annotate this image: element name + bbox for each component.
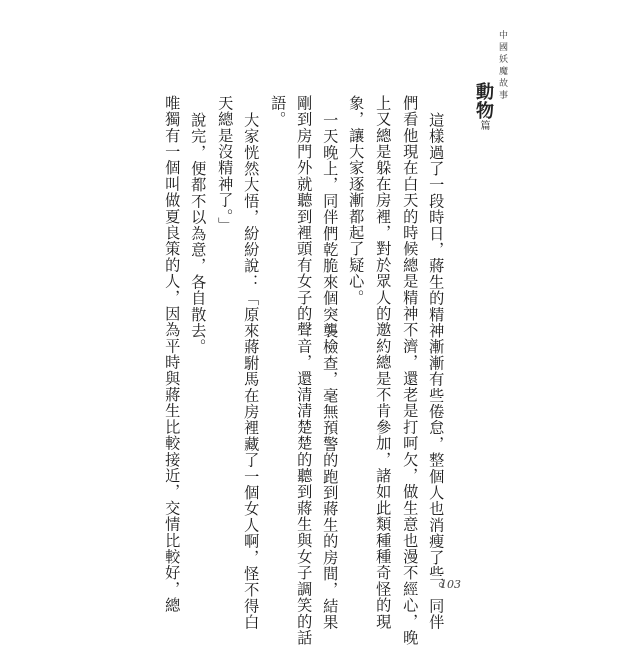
text-column-5: 一天晚上，同伴們乾脆來個突襲檢查，毫無預警的跑到蔣生的房間，結果	[321, 112, 340, 631]
section-title-suffix: 篇	[478, 120, 489, 131]
text-column-2: 們看他現在白天的時候總是精神不濟，還老是打呵欠，做生意也漫不經心，晚	[401, 95, 420, 646]
text-column-10: 說完，便都不以為意，各自散去。	[189, 112, 208, 355]
text-column-4: 象，讓大家逐漸都起了疑心。	[347, 95, 366, 306]
series-title: 中國妖魔故事	[497, 30, 507, 102]
section-title	[470, 82, 496, 131]
text-column-9: 天總是沒精神了。」	[216, 95, 235, 234]
text-column-7: 語。	[269, 95, 288, 128]
section-title-text: 動物	[473, 82, 494, 120]
text-column-3: 上又總是躲在房裡，對於眾人的邀約總是不肯參加，諸如此類種種奇怪的現	[374, 95, 393, 630]
text-column-1: 這樣過了一段時日，蔣生的精神漸漸有些倦怠，整個人也消瘦了些。同伴	[427, 112, 446, 631]
text-column-6: 剛到房門外就聽到裡頭有女子的聲音，還清清楚楚的聽到蔣生與女子調笑的話	[295, 95, 314, 646]
text-column-11: 唯獨有一個叫做夏良策的人，因為平時與蔣生比較接近，交情比較好，總	[163, 95, 182, 614]
page-number: 103	[440, 578, 461, 591]
text-column-8: 大家恍然大悟，紛紛說：「原來蔣駙馬在房裡藏了一個女人啊，怪不得白	[242, 112, 261, 631]
